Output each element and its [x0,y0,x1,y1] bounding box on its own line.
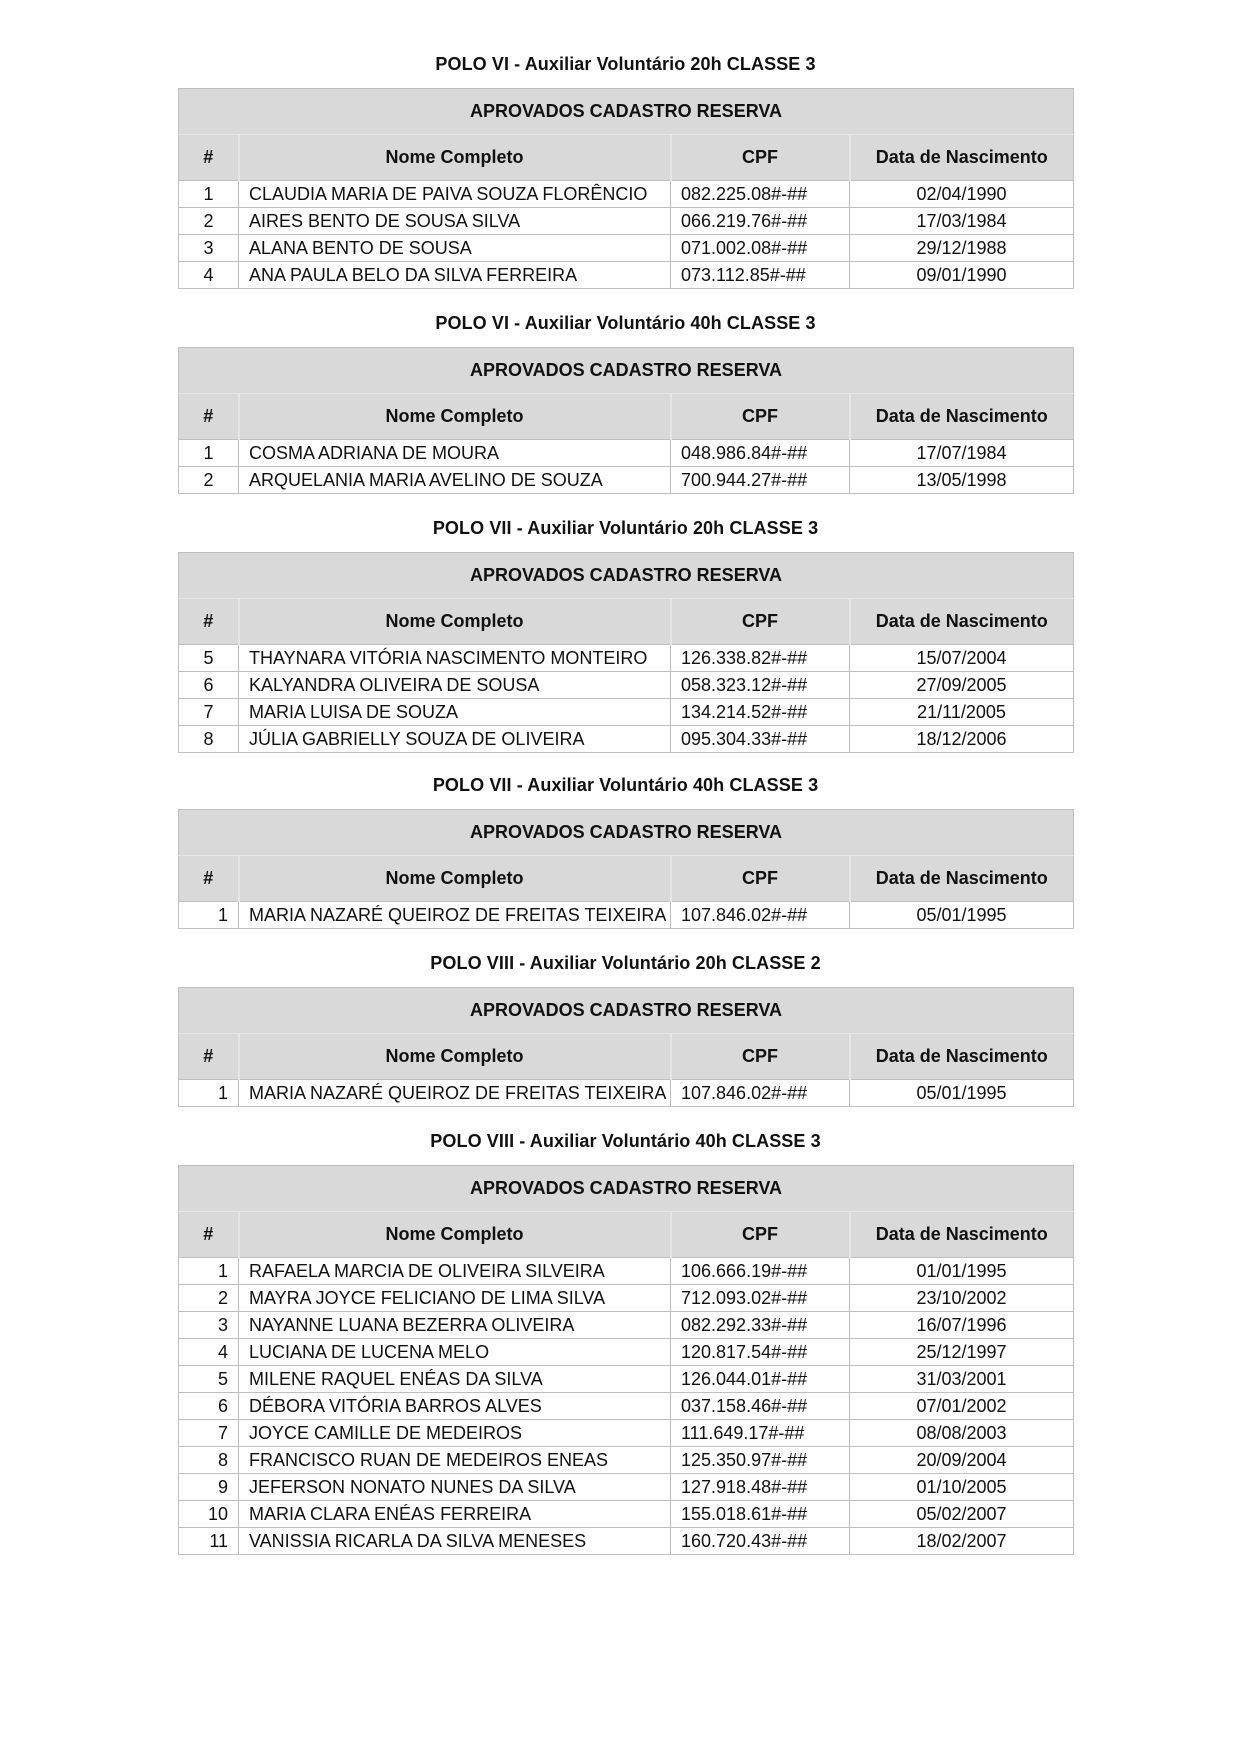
row-birthdate: 23/10/2002 [850,1285,1074,1312]
column-header-name: Nome Completo [239,599,671,645]
row-number: 8 [179,726,239,753]
section-title: POLO VIII - Auxiliar Voluntário 20h CLASSE 2 [430,953,821,973]
row-birthdate: 01/10/2005 [850,1474,1074,1501]
row-birthdate: 01/01/1995 [850,1258,1074,1285]
row-cpf: 111.649.17#-## [671,1420,850,1447]
column-header-number: # [179,1212,239,1258]
section-5 [178,949,1073,1107]
row-birthdate: 20/09/2004 [850,1447,1074,1474]
row-full-name: LUCIANA DE LUCENA MELO [239,1339,671,1366]
section-title: POLO VII - Auxiliar Voluntário 40h CLASSE 3 [432,775,819,795]
row-birthdate: 05/01/1995 [850,902,1074,929]
column-header-name: Nome Completo [239,135,671,181]
row-cpf: 095.304.33#-## [671,726,850,753]
row-full-name: ANA PAULA BELO DA SILVA FERREIRA [239,262,671,289]
results-table [178,347,1074,494]
column-header-birthdate: Data de Nascimento [850,135,1074,181]
row-full-name: MILENE RAQUEL ENÉAS DA SILVA [239,1366,671,1393]
row-cpf: 155.018.61#-## [671,1501,850,1528]
row-full-name: THAYNARA VITÓRIA NASCIMENTO MONTEIRO [239,645,671,672]
row-number: 10 [179,1501,239,1528]
row-cpf: 712.093.02#-## [671,1285,850,1312]
row-full-name: MARIA CLARA ENÉAS FERREIRA [239,1501,671,1528]
row-number: 5 [179,1366,239,1393]
table-band-header: APROVADOS CADASTRO RESERVA [179,348,1074,394]
column-header-birthdate: Data de Nascimento [850,1034,1074,1080]
column-header-cpf: CPF [671,394,850,440]
section-title: POLO VII - Auxiliar Voluntário 20h CLASSE 3 [432,518,819,538]
column-header-cpf: CPF [671,599,850,645]
section-title: POLO VIII - Auxiliar Voluntário 40h CLASSE 3 [430,1131,821,1151]
row-full-name: JÚLIA GABRIELLY SOUZA DE OLIVEIRA [239,726,671,753]
table-row [179,1528,1074,1555]
table-row [179,1393,1074,1420]
column-header-birthdate: Data de Nascimento [850,394,1074,440]
table-band-header: APROVADOS CADASTRO RESERVA [179,1166,1074,1212]
column-header-number: # [179,135,239,181]
table-row [179,1258,1074,1285]
row-number: 7 [179,1420,239,1447]
row-number: 1 [179,181,239,208]
row-full-name: JOYCE CAMILLE DE MEDEIROS [239,1420,671,1447]
column-header-birthdate: Data de Nascimento [850,1212,1074,1258]
row-birthdate: 16/07/1996 [850,1312,1074,1339]
row-number: 8 [179,1447,239,1474]
table-row [179,1366,1074,1393]
row-full-name: RAFAELA MARCIA DE OLIVEIRA SILVEIRA [239,1258,671,1285]
row-birthdate: 02/04/1990 [850,181,1074,208]
row-full-name: KALYANDRA OLIVEIRA DE SOUSA [239,672,671,699]
row-number: 7 [179,699,239,726]
row-birthdate: 09/01/1990 [850,262,1074,289]
row-number: 1 [179,1080,239,1107]
column-header-name: Nome Completo [239,1212,671,1258]
row-birthdate: 05/01/1995 [850,1080,1074,1107]
table-row [179,1312,1074,1339]
column-header-name: Nome Completo [239,394,671,440]
row-number: 3 [179,235,239,262]
table-row [179,1285,1074,1312]
row-full-name: ARQUELANIA MARIA AVELINO DE SOUZA [239,467,671,494]
row-cpf: 126.338.82#-## [671,645,850,672]
row-number: 6 [179,1393,239,1420]
results-table [178,987,1074,1107]
row-cpf: 058.323.12#-## [671,672,850,699]
table-row [179,699,1074,726]
row-birthdate: 18/02/2007 [850,1528,1074,1555]
section-title: POLO VI - Auxiliar Voluntário 20h CLASSE 3 [435,54,816,74]
row-birthdate: 05/02/2007 [850,1501,1074,1528]
row-full-name: CLAUDIA MARIA DE PAIVA SOUZA FLORÊNCIO [239,181,671,208]
results-table [178,1165,1074,1555]
row-birthdate: 21/11/2005 [850,699,1074,726]
column-header-number: # [179,1034,239,1080]
row-birthdate: 29/12/1988 [850,235,1074,262]
row-full-name: VANISSIA RICARLA DA SILVA MENESES [239,1528,671,1555]
row-cpf: 106.666.19#-## [671,1258,850,1285]
row-birthdate: 07/01/2002 [850,1393,1074,1420]
row-number: 3 [179,1312,239,1339]
row-cpf: 134.214.52#-## [671,699,850,726]
row-full-name: JEFERSON NONATO NUNES DA SILVA [239,1474,671,1501]
row-number: 2 [179,1285,239,1312]
row-cpf: 160.720.43#-## [671,1528,850,1555]
row-full-name: COSMA ADRIANA DE MOURA [239,440,671,467]
row-birthdate: 08/08/2003 [850,1420,1074,1447]
table-row [179,467,1074,494]
row-birthdate: 17/03/1984 [850,208,1074,235]
row-cpf: 066.219.76#-## [671,208,850,235]
results-table [178,88,1074,289]
table-row [179,1474,1074,1501]
table-row [179,1080,1074,1107]
section-4 [178,771,1073,929]
row-number: 4 [179,1339,239,1366]
table-row [179,1420,1074,1447]
column-header-name: Nome Completo [239,1034,671,1080]
row-cpf: 107.846.02#-## [671,1080,850,1107]
row-full-name: MARIA NAZARÉ QUEIROZ DE FREITAS TEIXEIRA [239,902,671,929]
row-birthdate: 25/12/1997 [850,1339,1074,1366]
table-row [179,440,1074,467]
row-full-name: MARIA NAZARÉ QUEIROZ DE FREITAS TEIXEIRA [239,1080,671,1107]
row-cpf: 037.158.46#-## [671,1393,850,1420]
column-header-number: # [179,599,239,645]
table-row [179,181,1074,208]
column-header-cpf: CPF [671,135,850,181]
row-number: 6 [179,672,239,699]
table-band-header: APROVADOS CADASTRO RESERVA [179,89,1074,135]
table-row [179,262,1074,289]
row-full-name: DÉBORA VITÓRIA BARROS ALVES [239,1393,671,1420]
section-2 [178,309,1073,494]
table-row [179,1501,1074,1528]
row-number: 11 [179,1528,239,1555]
row-birthdate: 31/03/2001 [850,1366,1074,1393]
table-row [179,208,1074,235]
table-row [179,1339,1074,1366]
row-cpf: 127.918.48#-## [671,1474,850,1501]
table-band-header: APROVADOS CADASTRO RESERVA [179,810,1074,856]
section-1 [178,50,1073,289]
results-table [178,809,1074,929]
row-birthdate: 15/07/2004 [850,645,1074,672]
row-full-name: MAYRA JOYCE FELICIANO DE LIMA SILVA [239,1285,671,1312]
row-full-name: FRANCISCO RUAN DE MEDEIROS ENEAS [239,1447,671,1474]
row-birthdate: 13/05/1998 [850,467,1074,494]
column-header-number: # [179,394,239,440]
column-header-birthdate: Data de Nascimento [850,856,1074,902]
row-cpf: 082.225.08#-## [671,181,850,208]
column-header-name: Nome Completo [239,856,671,902]
row-full-name: NAYANNE LUANA BEZERRA OLIVEIRA [239,1312,671,1339]
table-band-header: APROVADOS CADASTRO RESERVA [179,988,1074,1034]
row-number: 2 [179,467,239,494]
row-cpf: 107.846.02#-## [671,902,850,929]
row-cpf: 120.817.54#-## [671,1339,850,1366]
results-table [178,552,1074,753]
row-birthdate: 27/09/2005 [850,672,1074,699]
section-6 [178,1127,1073,1555]
table-row [179,235,1074,262]
row-cpf: 125.350.97#-## [671,1447,850,1474]
row-birthdate: 17/07/1984 [850,440,1074,467]
row-cpf: 073.112.85#-## [671,262,850,289]
column-header-birthdate: Data de Nascimento [850,599,1074,645]
row-cpf: 082.292.33#-## [671,1312,850,1339]
section-3 [178,514,1073,753]
row-number: 1 [179,440,239,467]
table-row [179,726,1074,753]
column-header-cpf: CPF [671,1212,850,1258]
row-number: 1 [179,902,239,929]
table-row [179,902,1074,929]
column-header-cpf: CPF [671,856,850,902]
row-cpf: 700.944.27#-## [671,467,850,494]
row-number: 9 [179,1474,239,1501]
section-title: POLO VI - Auxiliar Voluntário 40h CLASSE 3 [435,313,816,333]
table-row [179,1447,1074,1474]
row-number: 5 [179,645,239,672]
row-full-name: MARIA LUISA DE SOUZA [239,699,671,726]
row-cpf: 126.044.01#-## [671,1366,850,1393]
row-cpf: 071.002.08#-## [671,235,850,262]
row-number: 2 [179,208,239,235]
table-row [179,645,1074,672]
table-row [179,672,1074,699]
row-number: 4 [179,262,239,289]
column-header-number: # [179,856,239,902]
row-full-name: AIRES BENTO DE SOUSA SILVA [239,208,671,235]
row-cpf: 048.986.84#-## [671,440,850,467]
row-number: 1 [179,1258,239,1285]
row-birthdate: 18/12/2006 [850,726,1074,753]
column-header-cpf: CPF [671,1034,850,1080]
table-band-header: APROVADOS CADASTRO RESERVA [179,553,1074,599]
row-full-name: ALANA BENTO DE SOUSA [239,235,671,262]
